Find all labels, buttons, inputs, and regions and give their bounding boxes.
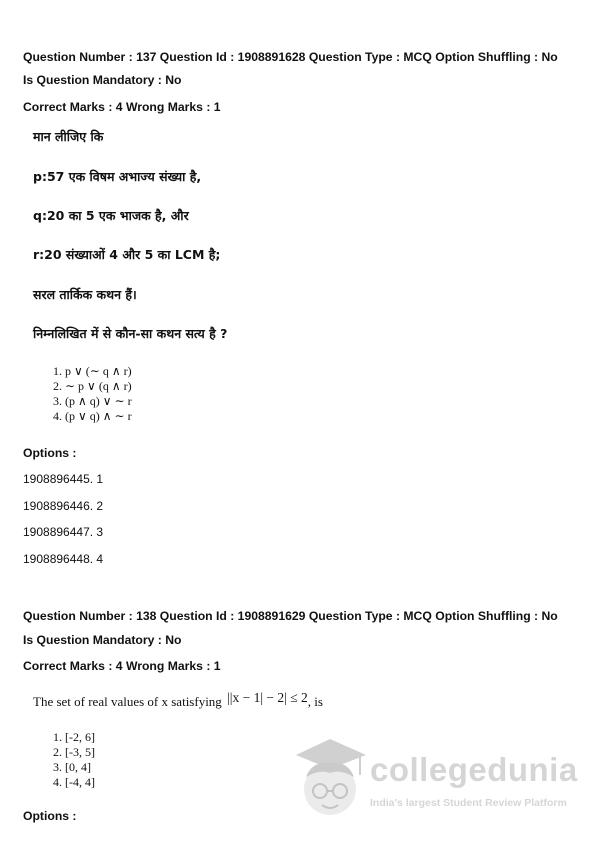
q137-line-3: q:20 का 5 एक भाजक है, और <box>33 208 189 223</box>
q138-marks: Correct Marks : 4 Wrong Marks : 1 <box>23 659 221 673</box>
q137-line-5: सरल तार्किक कथन हैं। <box>33 287 137 302</box>
q138-stem-math: ||x − 1| − 2| ≤ 2 <box>227 690 308 705</box>
q137-line-4: r:20 संख्याओं 4 और 5 का LCM है; <box>33 247 221 262</box>
q137-option-3: 1908896447. 3 <box>23 525 104 539</box>
q137-options-label: Options : <box>23 446 77 460</box>
q138-choice-2: 2. [-3, 5] <box>53 745 95 759</box>
collegedunia-watermark <box>290 735 590 835</box>
q137-option-2: 1908896446. 2 <box>23 499 104 513</box>
q138-options-label: Options : <box>23 809 77 823</box>
watermark-brand: collegedunia <box>370 751 578 788</box>
q138-header: Question Number : 138 Question Id : 1908891629 Question Type : MCQ Option Shuffling : No <box>23 609 558 623</box>
q138-choice-3: 3. [0, 4] <box>53 760 91 774</box>
q137-choice-2: 2. ∼ p ∨ (q ∧ r) <box>53 379 132 393</box>
q137-choice-4: 4. (p ∨ q) ∧ ∼ r <box>53 409 132 423</box>
q137-header: Question Number : 137 Question Id : 1908891628 Question Type : MCQ Option Shuffling : No <box>23 50 558 64</box>
q138-stem-suffix: , is <box>307 694 323 709</box>
q137-choice-list <box>53 364 132 424</box>
q137-line-6: निम्नलिखित में से कौन-सा कथन सत्य है ? <box>33 326 228 341</box>
q138-stem <box>33 690 323 710</box>
q137-choice-3: 3. (p ∧ q) ∨ ∼ r <box>53 394 132 408</box>
watermark-tagline: India's largest Student Review Platform <box>370 797 567 809</box>
q138-mandatory: Is Question Mandatory : No <box>23 633 182 647</box>
q137-line-1: मान लीजिए कि <box>33 129 104 144</box>
q137-marks: Correct Marks : 4 Wrong Marks : 1 <box>23 100 221 114</box>
q138-choice-1: 1. [-2, 6] <box>53 730 95 744</box>
q137-choice-1: 1. p ∨ (∼ q ∧ r) <box>53 364 132 378</box>
graduate-mascot-icon <box>290 735 370 831</box>
q138-choice-4: 4. [-4, 4] <box>53 775 95 789</box>
q138-stem-prefix: The set of real values of x satisfying <box>33 694 222 709</box>
q138-choice-list <box>53 730 95 790</box>
q137-mandatory: Is Question Mandatory : No <box>23 73 182 87</box>
q137-option-1: 1908896445. 1 <box>23 472 104 486</box>
q137-option-4: 1908896448. 4 <box>23 552 104 566</box>
q137-line-2: p:57 एक विषम अभाज्य संख्या है, <box>33 169 202 184</box>
